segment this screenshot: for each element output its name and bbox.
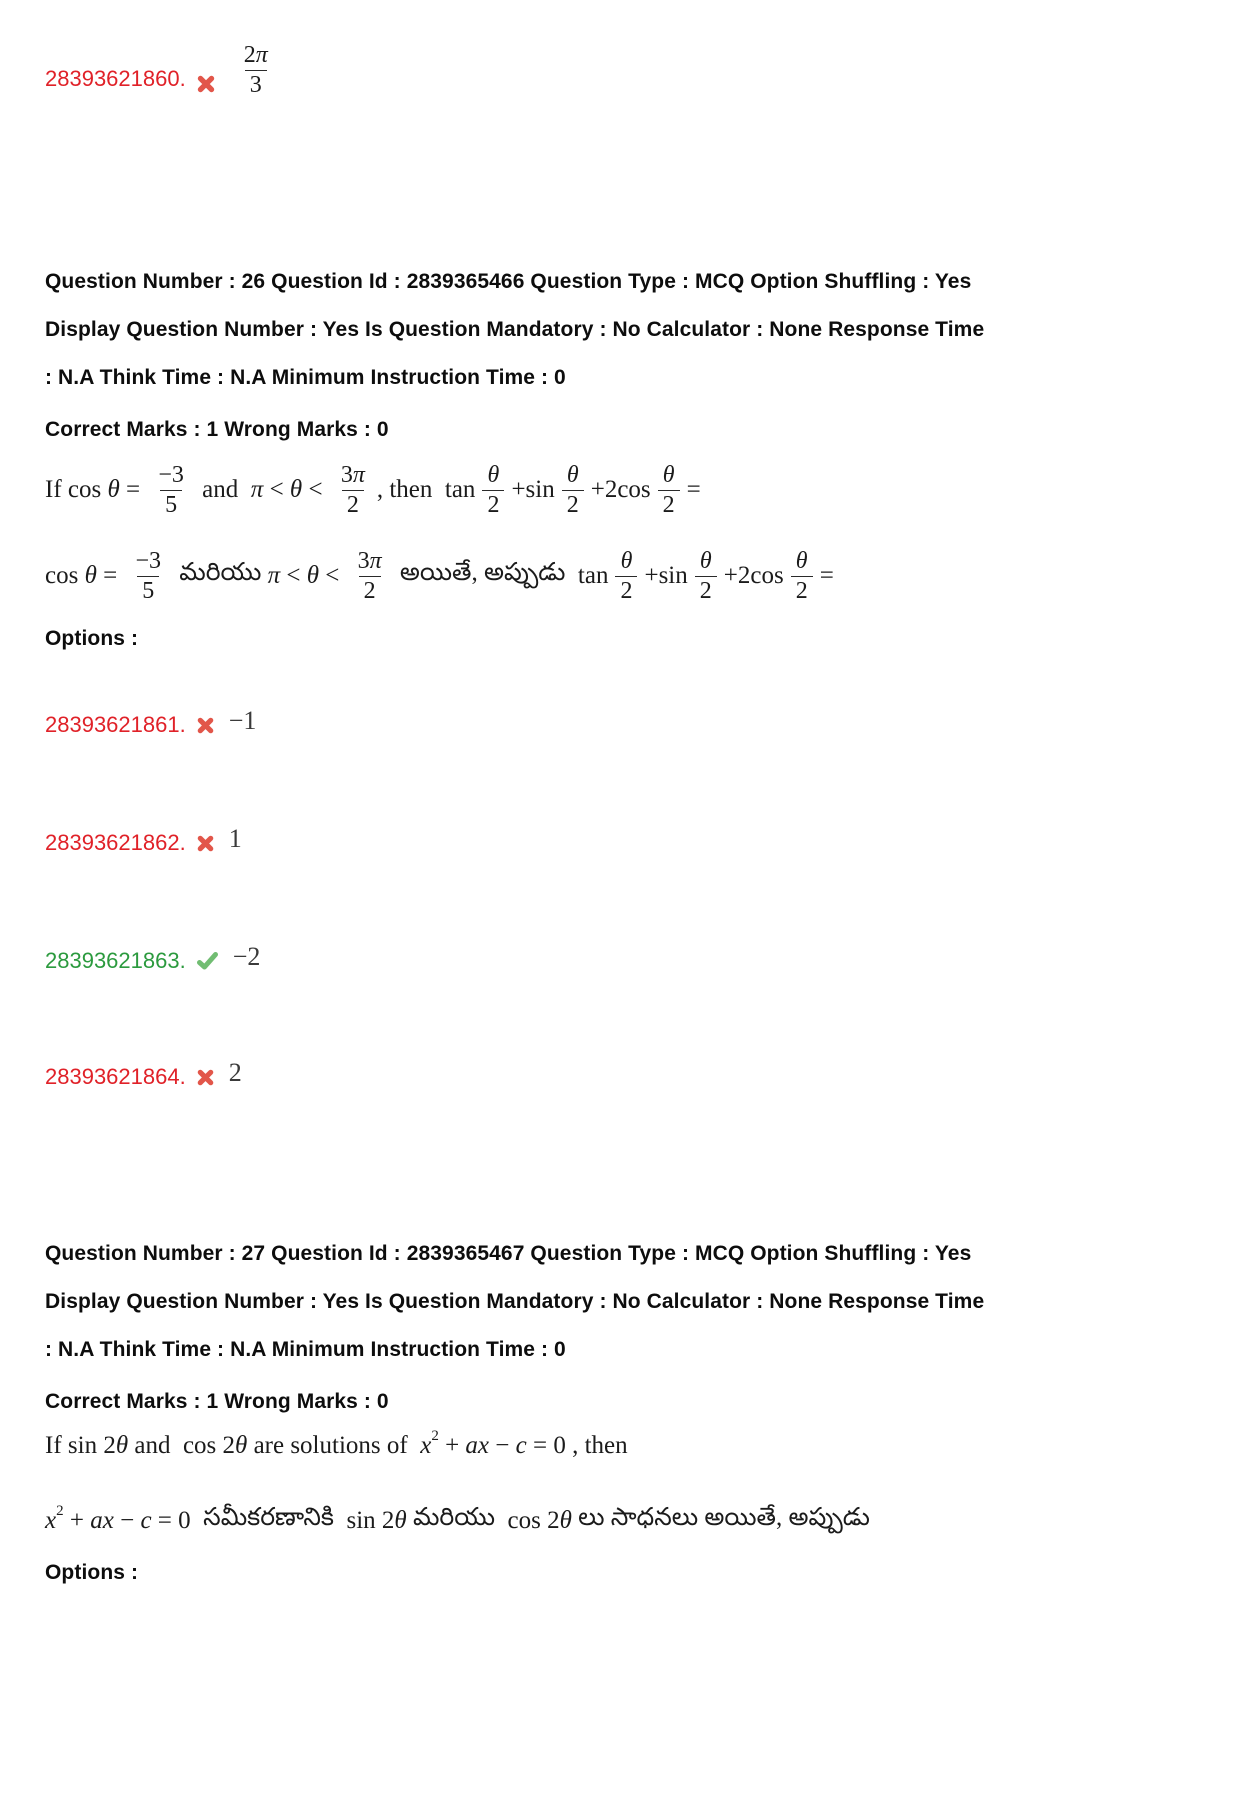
wrong-icon — [196, 716, 215, 735]
option-id: 28393621860. — [45, 66, 186, 91]
option-value: −1 — [228, 706, 257, 735]
option-value: 2 — [228, 1058, 242, 1087]
options-label: Options : — [45, 1561, 139, 1584]
question-meta-line: Question Number : 27 Question Id : 2839365467 Question Type : MCQ Option Shuffling : Yes — [45, 1242, 972, 1265]
option-value: 1 — [228, 824, 242, 853]
option-id: 28393621864. — [45, 1064, 186, 1089]
wrong-icon — [196, 834, 215, 853]
question-26-formula-telugu: cos θ = $\frac{-3}{5}$ మరియు π < θ < $\frac{3\pi}{2}$ అయితే, అప్పుడు tan $\frac{\theta}{2}$ +sin $\frac{\theta}{2}$ +2cos $\frac{\theta}{2}$ = — [45, 548, 834, 604]
question-27-formula-telugu: x 2 + ax − c = 0 సమీకరణానికి sin 2 θ మరియు cos 2 θ లు సాధనలు అయితే, అప్పుడు — [45, 1502, 870, 1534]
fraction: $\frac{\theta}{2}$ — [695, 548, 717, 604]
fraction: $\frac{\theta}{2}$ — [482, 462, 504, 518]
option-row — [45, 942, 1195, 976]
marks-line: Correct Marks : 1 Wrong Marks : 0 — [45, 418, 389, 441]
question-meta-line: : N.A Think Time : N.A Minimum Instruction Time : 0 — [45, 1338, 566, 1361]
correct-icon — [196, 951, 219, 971]
fraction: $\frac{\theta}{2}$ — [791, 548, 813, 604]
option-id: 28393621862. — [45, 830, 186, 855]
option-id: 28393621863. — [45, 948, 186, 973]
fraction: $\frac{\theta}{2}$ — [615, 548, 637, 604]
option-row — [45, 706, 1195, 740]
answer-key-page — [0, 42, 1240, 1590]
question-27-header — [45, 1230, 1195, 1374]
wrong-icon — [196, 1068, 215, 1087]
fraction: $\frac{2\pi}{3}$ — [243, 42, 268, 98]
option-value-formula — [232, 42, 280, 98]
question-meta-line: : N.A Think Time : N.A Minimum Instruction Time : 0 — [45, 366, 566, 389]
option-row — [45, 1058, 1195, 1092]
fraction: $\frac{\theta}{2}$ — [658, 462, 680, 518]
fraction: $\frac{\theta}{2}$ — [562, 462, 584, 518]
question-meta-line: Display Question Number : Yes Is Question Mandatory : No Calculator : None Response Time — [45, 1290, 985, 1313]
options-label: Options : — [45, 627, 139, 650]
fraction: $\frac{-3}{5}$ — [158, 462, 184, 518]
fraction: $\frac{3\pi}{2}$ — [340, 462, 365, 518]
option-id: 28393621861. — [45, 712, 186, 737]
option-value: −2 — [232, 942, 261, 971]
wrong-icon — [196, 74, 216, 94]
question-27-formula-english: If sin 2 θ and cos 2 θ are solutions of x 2 + ax − c = 0 , then — [45, 1427, 628, 1459]
option-row — [45, 42, 1195, 98]
fraction: $\frac{-3}{5}$ — [135, 548, 162, 604]
option-row — [45, 824, 1195, 858]
question-26-formula-english: If cos θ = $\frac{-3}{5}$ and π < θ < $\frac{3\pi}{2}$ , then tan $\frac{\theta}{2}$ +sin $\frac{\theta}{2}$ +2cos $\frac{\theta}{2}$ = — [45, 462, 701, 518]
fraction: $\frac{3\pi}{2}$ — [357, 548, 382, 604]
marks-line: Correct Marks : 1 Wrong Marks : 0 — [45, 1390, 389, 1413]
question-26-header — [45, 258, 1195, 402]
question-meta-line: Question Number : 26 Question Id : 2839365466 Question Type : MCQ Option Shuffling : Yes — [45, 270, 972, 293]
question-meta-line: Display Question Number : Yes Is Question Mandatory : No Calculator : None Response Time — [45, 318, 985, 341]
